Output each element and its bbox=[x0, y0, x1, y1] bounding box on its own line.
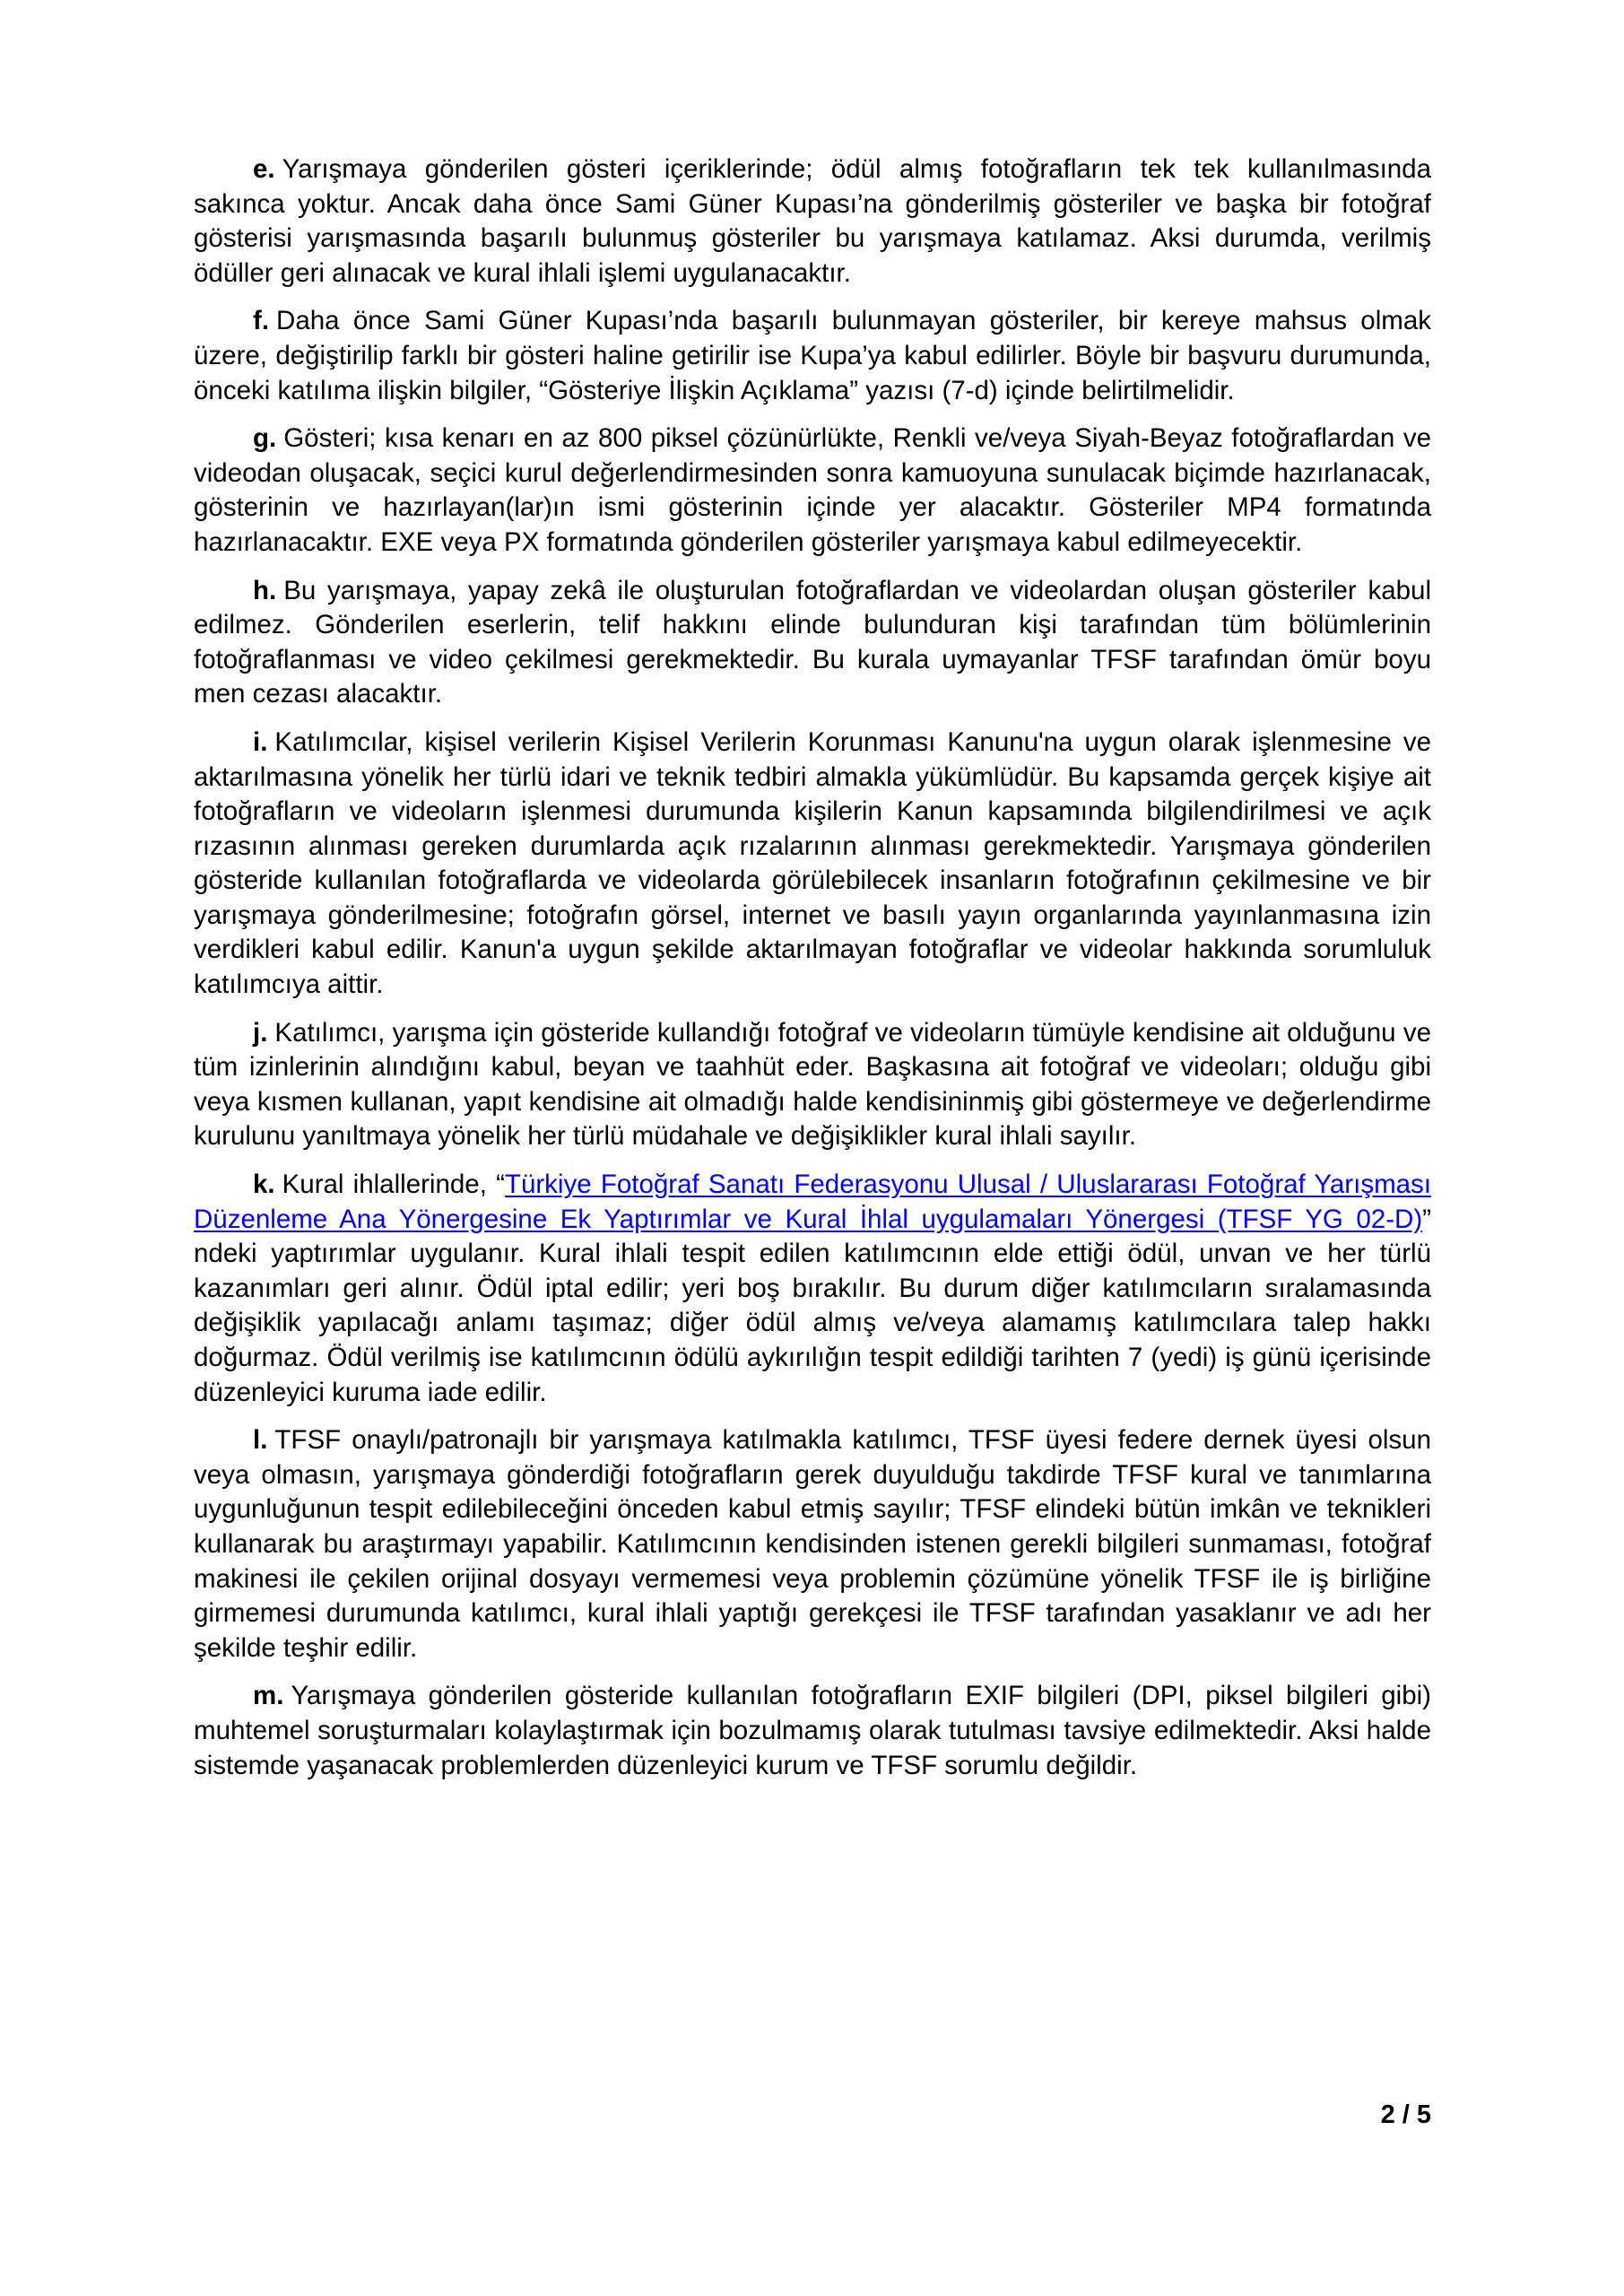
paragraph-k bbox=[194, 1168, 1431, 1410]
item-label: h. bbox=[253, 575, 277, 605]
paragraph-text: Katılımcı, yarışma için gösteride kullandığı fotoğraf ve videoların tümüyle kendisine ait olduğunu ve tüm izinlerinin alındığını kabul, beyan ve taahhüt eder. Başkasına ait fotoğraf ve videoları; olduğu gibi veya kısmen kullanan, yapıt kendisine ait olmadığı halde kendisininmiş gibi göstermeye ve değerlendirme kurulunu yanıltmaya yönelik her türlü müdahale ve değişiklikler kural ihlali sayılır. bbox=[194, 1017, 1431, 1152]
paragraph-e bbox=[194, 152, 1431, 291]
tfsf-yg-02-d-directive-link[interactable]: Türkiye Fotoğraf Sanatı Federasyonu Ulusal / Uluslararası Fotoğraf Yarışması Düzenleme Ana Yönergesine Ek Yaptırımlar ve Kural İhlal uygulamaları Yönergesi (TFSF YG 02-D) bbox=[194, 1170, 1431, 1234]
item-label: g. bbox=[253, 423, 277, 454]
paragraph-text: Bu yarışmaya, yapay zekâ ile oluşturulan fotoğraflardan ve videolardan oluşan gösteriler kabul edilmez. Gönderilen eserlerin, telif hakkını elinde bulunduran kişi tarafından tüm bölümlerinin fotoğraflanması ve video çekilmesi gerekmektedir. Bu kurala uymayanlar TFSF tarafından ömür boyu men cezası alacaktır. bbox=[194, 575, 1431, 709]
page-number: 2 / 5 bbox=[1380, 2100, 1431, 2129]
paragraph-text: Katılımcılar, kişisel verilerin Kişisel Verilerin Korunması Kanunu'na uygun olarak işlenmesine ve aktarılmasına yönelik her türlü idari ve teknik tedbiri almakla yükümlüdür. Bu kapsamda gerçek kişiye ait fotoğrafların ve videoların işlenmesi durumunda kişilerin Kanun kapsamında bilgilendirilmesi ve açık rızasının alınması gereken durumlarda açık rızalarının alınması gerekmektedir. Yarışmaya gönderilen gösteride kullanılan fotoğraflarda ve videolarda görülebilecek insanların fotoğrafının çekilmesine ve bir yarışmaya gönderilmesine; fotoğrafın görsel, internet ve basılı yayın organlarında yayınlanmasına izin verdikleri kabul edilir. Kanun'a uygun şekilde aktarılmayan fotoğraflar ve videolar hakkında sorumluluk katılımcıya aittir. bbox=[194, 726, 1431, 1000]
paragraph-l bbox=[194, 1423, 1431, 1665]
paragraph-text: Daha önce Sami Güner Kupası’nda başarılı bulunmayan gösteriler, bir kereye mahsus olmak üzere, değiştirilip farklı bir gösteri haline getirilir ise Kupa’ya kabul edilirler. Böyle bir başvuru durumunda, önceki katılıma ilişkin bilgiler, “Gösteriye İlişkin Açıklama” yazısı (7-d) içinde belirtilmelidir. bbox=[194, 306, 1431, 405]
paragraph-f bbox=[194, 304, 1431, 408]
item-label: m. bbox=[253, 1681, 284, 1711]
paragraph-h bbox=[194, 574, 1431, 712]
document-page bbox=[194, 152, 1431, 1796]
paragraph-text-after-link: ” ndeki yaptırımlar uygulanır. Kural ihlali tespit edilen katılımcının elde ettiği ödül, unvan ve her türlü kazanımları geri alınır. Ödül iptal edilir; yeri boş bırakılır. Bu durum diğer katılımcıların sıralamasında değişiklik yapılacağı anlamı taşımaz; diğer ödül almış ve/veya alamamış katılımcılara talep hakkı doğurmaz. Ödül verilmiş ise katılımcının ödülü aykırılığın tespit edildiği tarihten 7 (yedi) iş günü içerisinde düzenleyici kuruma iade edilir. bbox=[194, 1204, 1431, 1407]
item-label: i. bbox=[253, 726, 268, 757]
paragraph-i bbox=[194, 726, 1431, 1003]
item-label: k. bbox=[253, 1170, 275, 1200]
item-label: l. bbox=[253, 1425, 268, 1456]
paragraph-text: Gösteri; kısa kenarı en az 800 piksel çözünürlükte, Renkli ve/veya Siyah-Beyaz fotoğraflardan ve videodan oluşacak, seçici kurul değerlendirmesinden sonra kamuoyuna sunulacak biçimde hazırlanacak, gösterinin ve hazırlayan(lar)ın ismi gösterinin içinde yer alacaktır. Gösteriler MP4 formatında hazırlanacaktır. EXE veya PX formatında gönderilen gösteriler yarışmaya kabul edilmeyecektir. bbox=[194, 423, 1431, 557]
paragraph-j bbox=[194, 1016, 1431, 1154]
paragraph-text: Yarışmaya gönderilen gösteri içeriklerinde; ödül almış fotoğrafların tek tek kullanılmasında sakınca yoktur. Ancak daha önce Sami Güner Kupası’na gönderilmiş gösteriler ve başka bir fotoğraf gösterisi yarışmasında başarılı bulunmuş gösteriler bu yarışmaya katılamaz. Aksi durumda, verilmiş ödüller geri alınacak ve kural ihlali işlemi uygulanacaktır. bbox=[194, 154, 1431, 288]
paragraph-text: TFSF onaylı/patronajlı bir yarışmaya katılmakla katılımcı, TFSF üyesi federe dernek üyesi olsun veya olmasın, yarışmaya gönderdiği fotoğrafların gerek duyulduğu takdirde TFSF kural ve tanımlarına uygunluğunun tespit edilebileceğini önceden kabul etmiş sayılır; TFSF elindeki bütün imkân ve teknikleri kullanarak bu araştırmayı yapabilir. Katılımcının kendisinden istenen gerekli bilgileri sunmaması, fotoğraf makinesi ile çekilen orijinal dosyayı vermemesi veya problemin çözümüne yönelik TFSF ile iş birliğine girmemesi durumunda katılımcı, kural ihlali yaptığı gerekçesi ile TFSF tarafından yasaklanır ve adı her şekilde teşhir edilir. bbox=[194, 1425, 1431, 1663]
item-label: f. bbox=[253, 306, 270, 336]
item-label: e. bbox=[253, 154, 275, 184]
paragraph-g bbox=[194, 422, 1431, 560]
paragraph-m bbox=[194, 1679, 1431, 1783]
paragraph-text-before-link: Kural ihlallerinde, “ bbox=[282, 1170, 505, 1200]
paragraph-text: Yarışmaya gönderilen gösteride kullanılan fotoğrafların EXIF bilgileri (DPI, piksel bilgileri gibi) muhtemel soruşturmaları kolaylaştırmak için bozulmamış olarak tutulması tavsiye edilmektedir. Aksi halde sistemde yaşanacak problemlerden düzenleyici kurum ve TFSF sorumlu değildir. bbox=[194, 1681, 1431, 1780]
item-label: j. bbox=[253, 1017, 268, 1048]
